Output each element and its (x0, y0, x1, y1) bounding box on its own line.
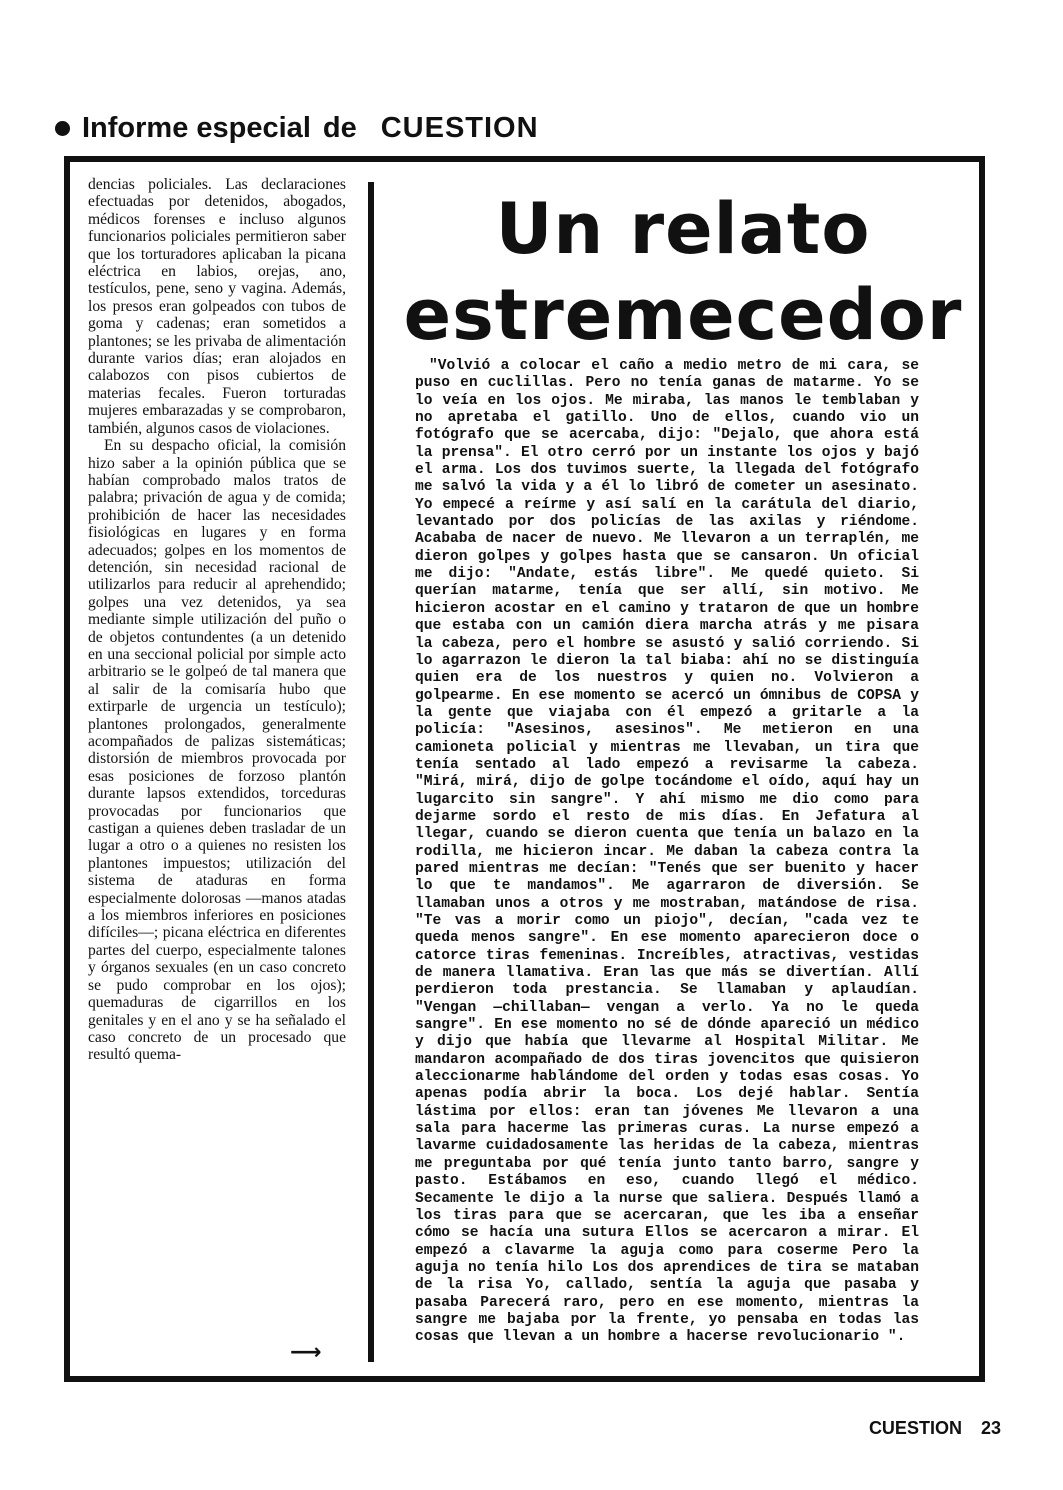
page-footer (869, 1418, 1001, 1439)
column-divider (368, 182, 374, 1362)
left-column (88, 176, 346, 1064)
bullet-icon (55, 121, 70, 136)
article-body (415, 358, 919, 1347)
left-paragraph: dencias policiales. Las declaraciones efectuadas por detenidos, abogados, médicos forenses e incluso algunos funcionarios policiales permitieron saber que los torturadores aplicaban la picana eléctrica en labios, orejas, ano, testículos, pene, seno y vagina. Además, los presos eran golpeados con tubos de goma y cadenas; eran sometidos a plantones; se les privaba de alimentación durante varios días; eran alojados en calabozos con pisos cubiertos de materias fecales. Fueron torturadas mujeres embarazadas y se comprobaron, también, algunos casos de violaciones. (88, 176, 346, 437)
section-header (55, 108, 855, 148)
headline-line-1: Un relato (495, 188, 871, 270)
left-paragraph: En su despacho oficial, la comisión hizo saber a la opinión pública que se habían comprobado malos tratos de palabra; privación de agua y de comida; prohibición de hacer las necesidades fisiológicas en lugares y en forma adecuados; golpes en los momentos de detención, sin necesidad racional de utilizarlos para reducir al aprehendido; golpes una vez detenidos, ya sea mediante simple utilización del puño o de objetos contundentes (a un detenido en una seccional policial por simple acto arbitrario se le golpeó de tal manera que al salir de la comisaría hubo que extirparle de urgencia un testículo); plantones prolongados, generalmente acompañados de palizas sistemáticas; distorsión de miembros provocada por esas posiciones de forzoso plantón durante lapsos extendidos, torceduras provocadas por funcionarios que castigan a quienes deben trasladar de un lugar a otro o a quienes no resisten los plantones impuestos; utilización del sistema de ataduras en forma especialmente dolorosas —manos atadas a los miembros inferiores en posiciones difíciles—; picana eléctrica en diferentes partes del cuerpo, especialmente talones y órganos sexuales (en un caso concreto se pudo comprobar en los ojos); quemaduras de cigarrillos en los genitales y en el ano y se ha señalado el caso concreto de un procesado que resultó quema- (88, 437, 346, 1064)
header-brand: CUESTION (380, 111, 539, 144)
headline-line-2: estremecedor (403, 274, 963, 356)
article-headline (398, 186, 968, 358)
page-number: 23 (980, 1418, 1001, 1438)
header-connector: de (322, 111, 357, 144)
header-kicker: Informe especial (82, 111, 311, 144)
footer-magazine: CUESTION (868, 1418, 962, 1438)
article-paragraph: "Volvió a colocar el caño a medio metro de mi cara, se puso en cuclillas. Pero no tenía ganas de matarme. Yo se lo veía en los ojos. Me miraba, las manos le temblaban y no apretaba el gatillo. Uno de ellos, cuando vio un fotógrafo que se acercaba, dijo: "Dejalo, que ahora está la prensa". El otro cerró por un instante los ojos y bajó el arma. Los dos tuvimos suerte, la llegada del fotógrafo me salvó la vida y a él lo libró de cometer un asesinato. Yo empecé a reírme y así salí en la carátula del diario, levantado por dos policías de las axilas y riéndome. Acababa de nacer de nuevo. Me llevaron a un terraplén, me dieron golpes y golpes hasta que se cansaron. Un oficial me dijo: "Andate, estás libre". Me quedé quieto. Si querían matarme, tenía que ser allí, sin motivo. Me hicieron acostar en el camino y trataron de que un hombre que estaba con un camión diera marcha atrás y me pisara la cabeza, pero el hombre se asustó y salió corriendo. Si lo agarrazon le dieron la tal biaba: ahí no se distinguía quien era de los nuestros y quien no. Volvieron a golpearme. En ese momento se acercó un ómnibus de COPSA y la gente que viajaba con él empezó a gritarle a la policía: "Asesinos, asesinos". Me metieron en una camioneta policial y mientras me llevaban, un tira que tenía sentado al lado empezó a revisarme la cabeza. "Mirá, mirá, dijo de golpe tocándome el oído, aquí hay un lugarcito sin sangre". Y ahí mismo me dio como para dejarme sordo el resto de mis días. En Jefatura al llegar, cuando se dieron cuenta que tenía un balazo en la rodilla, me hicieron incar. Me daban la cabeza contra la pared mientras me decían: "Tenés que ser buenito y hacer lo que te mandamos". Me agarraron de diversión. Se llamaban unos a otros y me mostraban, matándose de risa. "Te vas a morir como un piojo", decían, "cada vez te queda menos sangre". En ese momento aparecieron doce o catorce tiras femeninas. Increíbles, atractivas, vestidas de manera llamativa. Eran las que más se divertían. Allí perdieron toda prestancia. Se llamaban y aplaudían. "Vengan —chillaban— vengan a verlo. Ya no le queda sangre". En ese momento no sé de dónde apareció un médico y dijo que había que llevarme al Hospital Militar. Me mandaron acompañado de dos tiras jovencitos que quisieron aleccionarme hablándome del orden y todas esas cosas. Yo apenas podía abrir la boca. Los dejé hablar. Sentía lástima por ellos: eran tan jóvenes Me llevaron a una sala para hacerme las primeras curas. La nurse empezó a lavarme cuidadosamente las heridas de la cabeza, mientras me preguntaba por qué tenía junto tanto barro, sangre y pasto. Estábamos en eso, cuando llegó el médico. Secamente le dijo a la nurse que saliera. Después llamó a los tiras para que se acercaran, que les iba a enseñar cómo se hacía una sutura Ellos se acercaron a mirar. El empezó a clavarme la aguja como para coserme Pero la aguja no tenía hilo Los dos aprendices de tira se mataban de la risa Yo, callado, sentía la aguja que pasaba y pasaba Parecerá raro, pero en ese momento, mientras la sangre me bajaba por la frente, yo pensaba en todas las cosas que llevan a un hombre a hacerse revolucionario ". (415, 358, 919, 1346)
continuation-arrow-icon: ⟶ (290, 1340, 322, 1365)
